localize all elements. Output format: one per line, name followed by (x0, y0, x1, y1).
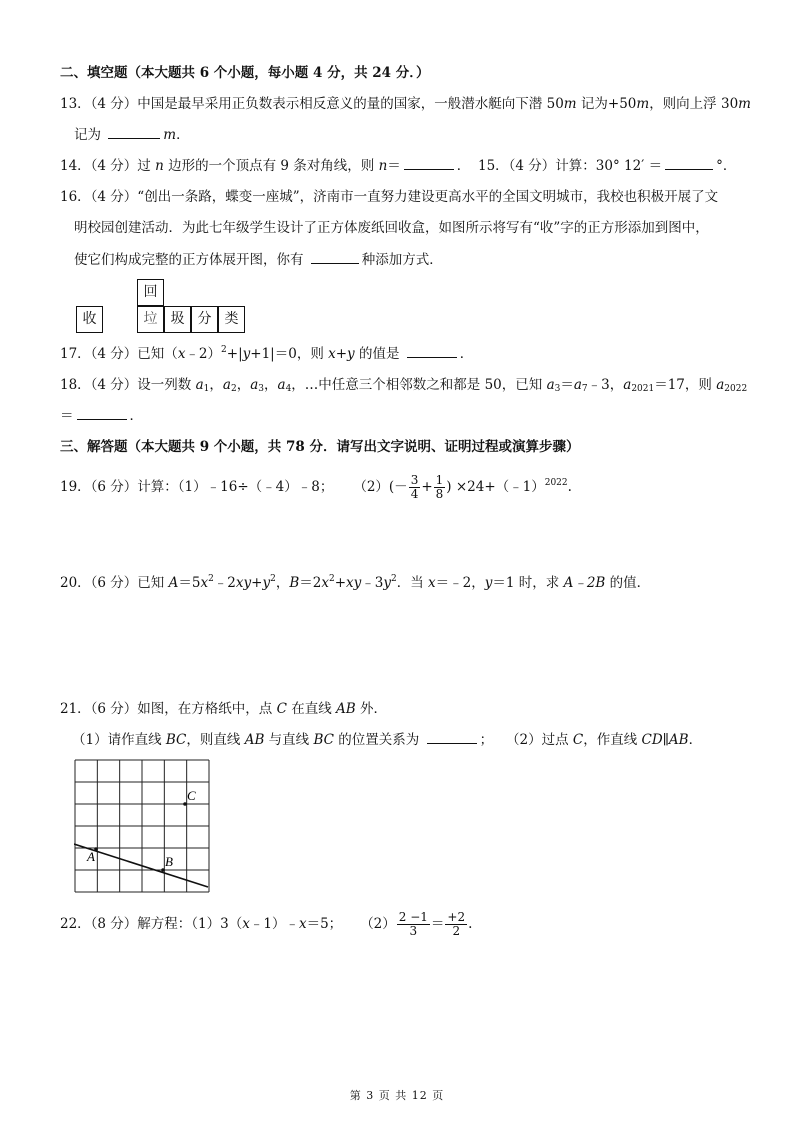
question-19: 19．（6 分）计算：（1）﹣16÷（﹣4）﹣8； （2）(－ $\frac{3}{4}$ + $\frac{1}{8}$ ) ×24+（﹣1）$^{2022}$. (60, 473, 572, 501)
answer-blank-21[interactable] (427, 731, 477, 744)
question-16-line1: 16．（4 分）“创出一条路，蝶变一座城”，济南市一直努力建设更高水平的全国文明城市，我校也积极开展了文 (60, 189, 719, 205)
answer-blank-15[interactable] (665, 157, 713, 170)
fraction-3-4: $\frac{3}{4}$ (410, 473, 419, 501)
fraction-left: $\frac{2 -1}{3}$ (398, 910, 428, 938)
cube-face-lei: 类 (218, 306, 245, 333)
question-16-line2: 明校园创建活动．为此七年级学生设计了正方体废纸回收盒，如图所示将写有“收”字的正方形添加到图中， (74, 220, 709, 236)
fraction-1-8: $\frac{1}{8}$ (435, 473, 444, 501)
label-a: A (87, 849, 95, 864)
label-c: C (187, 788, 196, 803)
question-17: 17．（4 分）已知（x﹣2）$^2$+|y+1|＝0，则 x+y 的值是 ． (60, 345, 474, 362)
cube-face-fen: 分 (191, 306, 218, 333)
question-16-line3: 使它们构成完整的正方体展开图，你有 种添加方式． (74, 252, 443, 268)
question-20: 20．（6 分）已知 $A=5x^2﹣2xy+y^2$，$B=2x^2+xy﹣3y^2$．当 x＝﹣2，y＝1 时，求 A﹣2B 的值． (60, 574, 651, 591)
question-21-part2: （2）过点 C，作直线 CD∥AB． (506, 732, 703, 748)
cube-face-la: 垃 (137, 306, 164, 333)
section-heading-fill-blank: 二、填空题（本大题共 6 个小题，每小题 4 分，共 24 分．） (60, 65, 430, 81)
section-heading-solutions: 三、解答题（本大题共 9 个小题，共 78 分．请写出文字说明、证明过程或演算步骤） (60, 439, 580, 455)
question-13-line2: 记为 m． (74, 127, 190, 143)
grid-lines (75, 760, 209, 892)
question-18-line2: ＝ ． (60, 408, 143, 424)
question-15: 15．（4 分）计算：30° 12′ ＝ °． (478, 158, 737, 174)
cube-face-hui: 回 (137, 279, 164, 306)
question-13-line1: 13．（4 分）中国是最早采用正负数表示相反意义的量的国家，一般潜水艇向下潜 50m 记为+50m，则向上浮 30m (60, 96, 751, 112)
page-footer: 第 3 页 共 12 页 (349, 1089, 445, 1102)
cube-face-ji: 圾 (164, 306, 191, 333)
grid-figure (74, 759, 212, 895)
fraction-right: $\frac{+2}{2}$ (447, 910, 466, 938)
answer-blank-16[interactable] (311, 251, 359, 264)
question-21-part1: （1）请作直线 BC，则直线 AB 与直线 BC 的位置关系为 ； (72, 732, 494, 748)
answer-blank-14[interactable] (404, 157, 454, 170)
answer-blank-13[interactable] (108, 126, 160, 139)
label-b: B (165, 854, 173, 869)
answer-blank-17[interactable] (407, 345, 457, 358)
question-18-line1: 18．（4 分）设一列数 $a_1$，$a_2$，$a_3$，$a_4$，…中任意三个相邻数之和都是 50，已知 $a_3=a_7﹣3$，$a_{2021}=17$，则 $a_{2022}$ (60, 377, 748, 394)
question-14: 14．（4 分）过 n 边形的一个顶点有 9 条对角线，则 n＝ ． (60, 158, 471, 174)
answer-blank-18[interactable] (77, 407, 127, 420)
cube-face-shou: 收 (76, 306, 103, 333)
question-22: 22．（8 分）解方程：（1）3（x﹣1）﹣x＝5； （2） $\frac{2 -1}{3}$ ＝ $\frac{+2}{2}$ . (60, 910, 473, 938)
question-21-line1: 21．（6 分）如图，在方格纸中，点 C 在直线 AB 外． (60, 701, 388, 717)
